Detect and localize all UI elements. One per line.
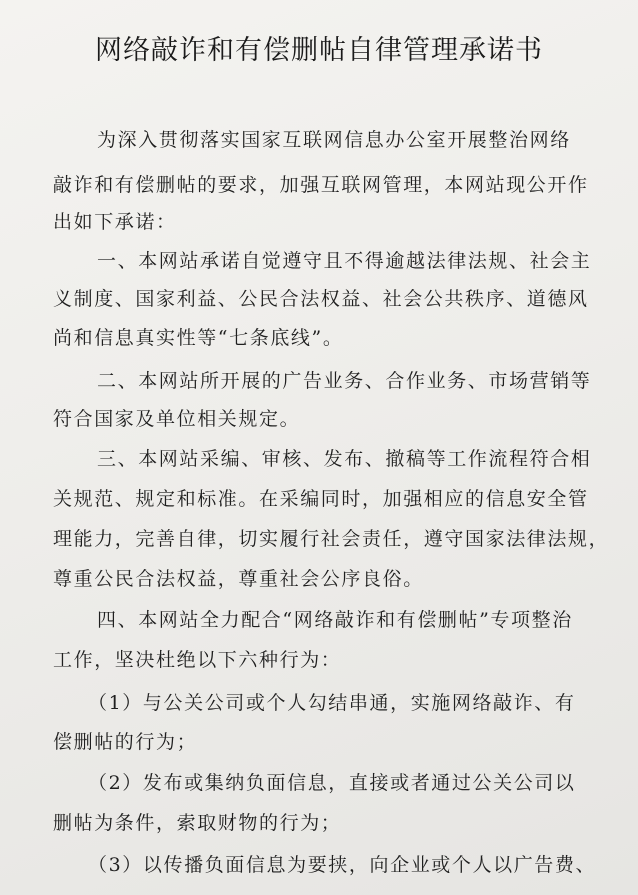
paragraph-line: 出如下承诺： bbox=[53, 211, 177, 233]
paragraph-line: （1）与公关公司或个人勾结串通，实施网络敲诈、有 bbox=[88, 692, 576, 714]
document-title: 网络敲诈和有偿删帖自律管理承诺书 bbox=[95, 35, 543, 66]
paragraph-line: 一、本网站承诺自觉遵守且不得逾越法律法规、社会主 bbox=[97, 250, 592, 272]
paragraph-line: 理能力，完善自律，切实履行社会责任，遵守国家法律法规， bbox=[53, 528, 610, 550]
paragraph-line: （2）发布或集纳负面信息，直接或者通过公关公司以 bbox=[88, 772, 576, 794]
paragraph-line: 关规范、规定和标准。在采编同时，加强相应的信息安全管 bbox=[53, 488, 589, 510]
paragraph-line: 四、本网站全力配合“网络敲诈和有偿删帖”专项整治 bbox=[97, 609, 573, 631]
paragraph-line: 删帖为条件，索取财物的行为； bbox=[53, 812, 342, 834]
paragraph-line: 符合国家及单位相关规定。 bbox=[53, 408, 301, 430]
paragraph-line: 偿删帖的行为； bbox=[53, 731, 198, 753]
paragraph-line: 为深入贯彻落实国家互联网信息办公室开展整治网络 bbox=[97, 129, 571, 151]
paragraph-line: 义制度、国家利益、公民合法权益、社会公共秩序、道德风 bbox=[53, 288, 589, 310]
paragraph-line: 三、本网站采编、审核、发布、撤稿等工作流程符合相 bbox=[97, 448, 592, 470]
paragraph-line: 尊重公民合法权益，尊重社会公序良俗。 bbox=[53, 568, 424, 590]
paragraph-line: （3）以传播负面信息为要挟，向企业或个人以广告费、 bbox=[88, 854, 597, 876]
paragraph-line: 二、本网站所开展的广告业务、合作业务、市场营销等 bbox=[97, 370, 592, 392]
paragraph-line: 敲诈和有偿删帖的要求，加强互联网管理，本网站现公开作 bbox=[53, 174, 589, 196]
paragraph-line: 尚和信息真实性等“七条底线”。 bbox=[53, 327, 344, 349]
paragraph-line: 工作，坚决杜绝以下六种行为： bbox=[53, 649, 342, 671]
